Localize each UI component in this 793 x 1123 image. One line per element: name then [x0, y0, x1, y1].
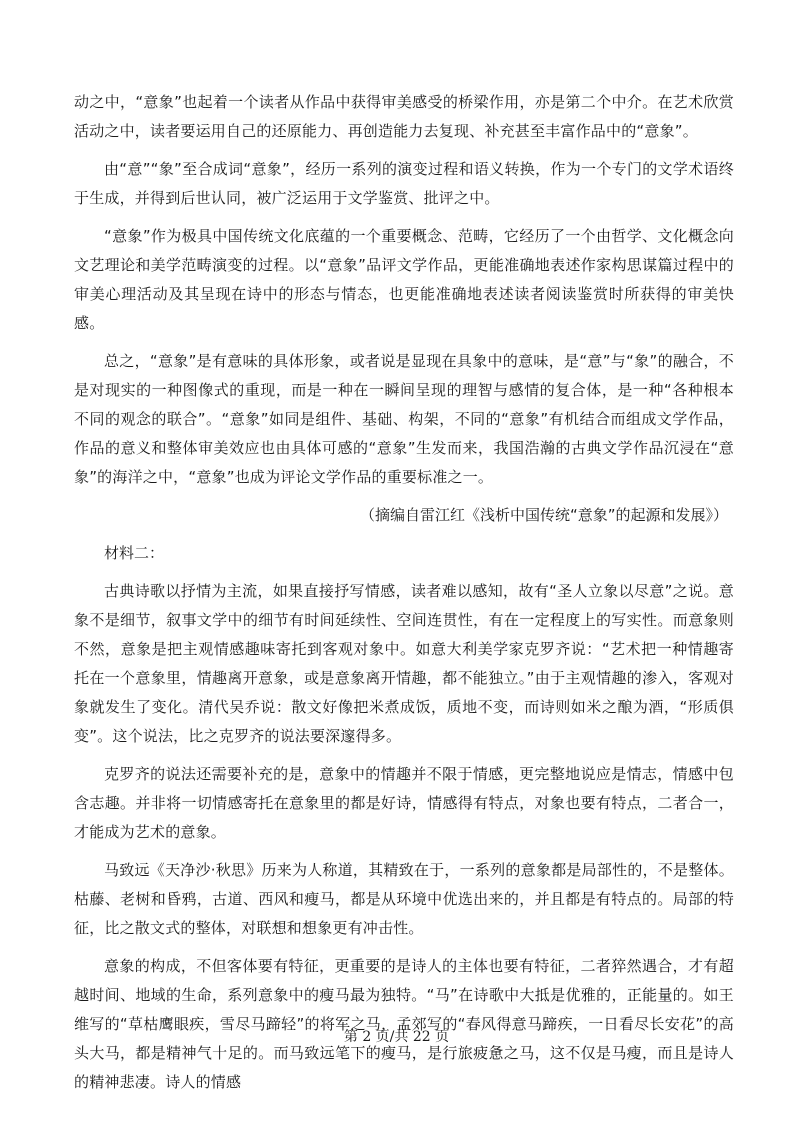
source-citation: （摘编自雷江红《浅析中国传统“意象”的起源和发展》） [359, 506, 728, 524]
material-label: 材料二： [104, 544, 165, 562]
paragraph-2: 由“意”“象”至合成词“意象”，经历一系列的演变过程和语义转换，作为一个专门的文学术语终于生成，并得到后世认同，被广泛运用于文学鉴赏、批评之中。 [74, 160, 734, 207]
paragraph-5: 古典诗歌以抒情为主流，如果直接抒写情感，读者难以感知，故有“圣人立象以尽意”之说。意象不是细节，叙事文学中的细节有时间延续性、空间连贯性，有在一定程度上的写实性。而意象则不然，意象是把主观情感趣味寄托到客观对象中。如意大利美学家克罗齐说：“艺术把一种情趣寄托在一个意象里，情趣离开意象，或是意象离开情趣，都不能独立。”由于主观情趣的渗入，客观对象就发生了变化。清代吴乔说：散文好像把米煮成饭，质地不变，而诗则如米之酿为酒，“形质俱变”。这个说法，比之克罗齐的说法要深邃得多。 [74, 582, 734, 745]
page-number-footer: 第 2 页/共 22 页 [343, 1029, 450, 1045]
paragraph-1: 动之中，“意象”也起着一个读者从作品中获得审美感受的桥梁作用，亦是第二个中介。在艺术欣赏活动之中，读者要运用自己的还原能力、再创造能力去复现、补充甚至丰富作品中的“意象”。 [74, 93, 734, 140]
document-body [74, 88, 734, 1106]
paragraph-7: 马致远《天净沙·秋思》历来为人称道，其精致在于，一系列的意象都是局部性的，不是整体。枯藤、老树和昏鸦，古道、西风和瘦马，都是从环境中优选出来的，并且都是有特点的。局部的特征，比之散文式的整体，对联想和想象更有冲击性。 [74, 861, 734, 937]
paragraph-8: 意象的构成，不但客体要有特征，更重要的是诗人的主体也要有特征，二者猝然遇合，才有超越时间、地域的生命，系列意象中的瘦马最为独特。“马”在诗歌中大抵是优雅的，正能量的。如王维写的“草枯鹰眼疾，雪尽马蹄轻”的将军之马，孟郊写的“春风得意马蹄疾，一日看尽长安花”的高头大马，都是精神气十足的。而马致远笔下的瘦马，是行旅疲惫之马，这不仅是马瘦，而且是诗人的精神悲凄。诗人的情感 [74, 957, 734, 1091]
paragraph-4: 总之，“意象”是有意味的具体形象，或者说是显现在具象中的意味，是“意”与“象”的融合，不是对现实的一种图像式的重现，而是一种在一瞬间呈现的理智与感情的复合体，是一种“各种根本不同的观念的联合”。“意象”如同是组件、基础、构架，不同的“意象”有机结合而组成文学作品，作品的意义和整体审美效应也由具体可感的“意象”生发而来，我国浩瀚的古典文学作品沉浸在“意象”的海洋之中，“意象”也成为评论文学作品的重要标准之一。 [74, 352, 734, 486]
paragraph-3: “意象”作为极具中国传统文化底蕴的一个重要概念、范畴，它经历了一个由哲学、文化概念向文艺理论和美学范畴演变的过程。以“意象”品评文学作品，更能准确地表述作家构思谋篇过程中的审美心理活动及其呈现在诗中的形态与情态，也更能准确地表述读者阅读鉴赏时所获得的审美快感。 [74, 227, 734, 332]
paragraph-6: 克罗齐的说法还需要补充的是，意象中的情趣并不限于情感，更完整地说应是情志，情感中包含志趣。并非将一切情感寄托在意象里的都是好诗，情感得有特点，对象也要有特点，二者合一，才能成为艺术的意象。 [74, 765, 734, 841]
